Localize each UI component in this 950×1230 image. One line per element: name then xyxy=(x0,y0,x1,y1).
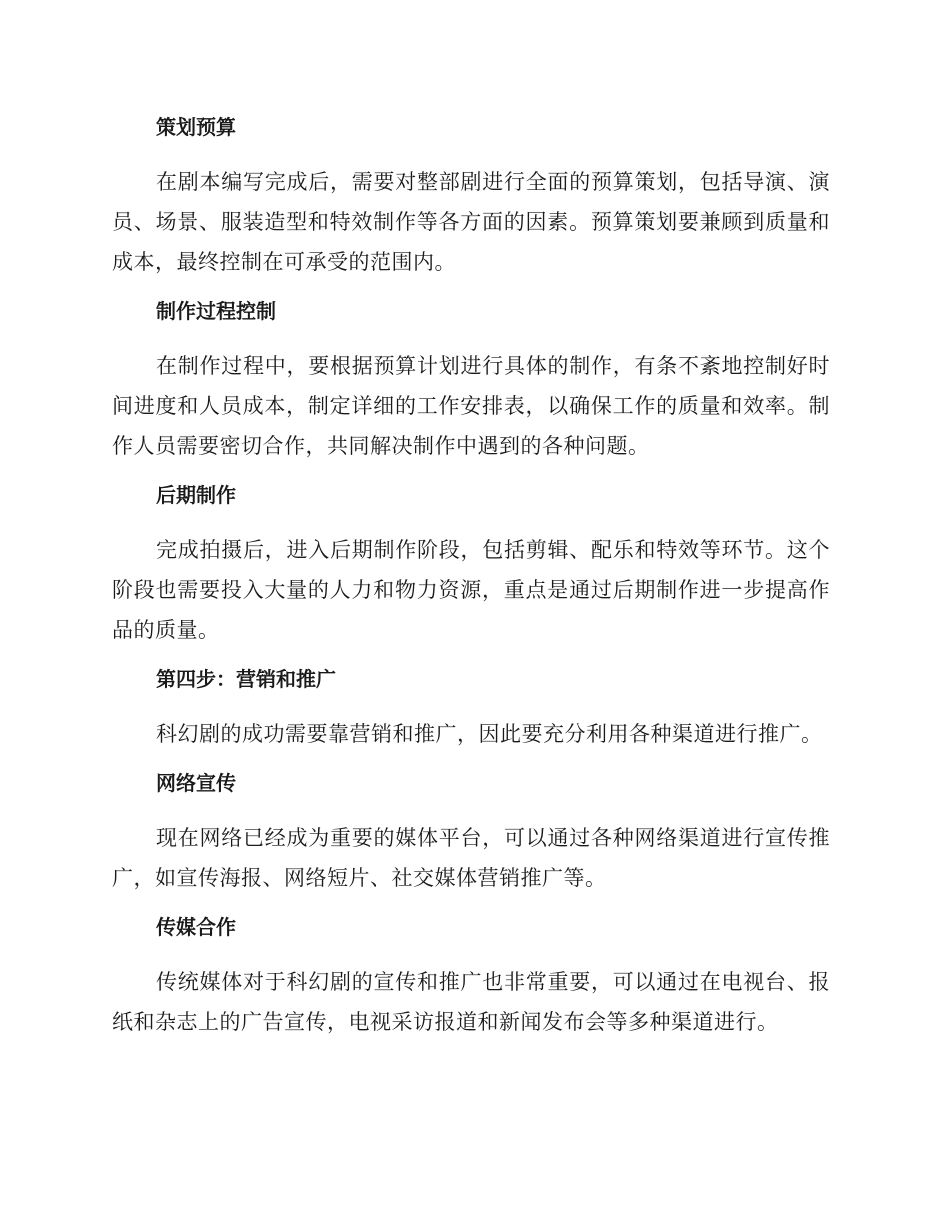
section-paragraph-marketing: 科幻剧的成功需要靠营销和推广，因此要充分利用各种渠道进行推广。 xyxy=(156,722,823,746)
section-heading-production-control: 制作过程控制 xyxy=(156,299,276,323)
section-paragraph-online-promotion: 现在网络已经成为重要的媒体平台，可以通过各种网络渠道进行宣传推广，如宣传海报、网络短片、社交媒体营销推广等。 xyxy=(112,826,830,890)
section-paragraph-media-cooperation: 传统媒体对于科幻剧的宣传和推广也非常重要，可以通过在电视台、报纸和杂志上的广告宣传，电视采访报道和新闻发布会等多种渠道进行。 xyxy=(112,970,830,1034)
section-heading-media-cooperation: 传媒合作 xyxy=(156,915,236,939)
document-page xyxy=(112,108,830,1042)
section-heading-online-promotion: 网络宣传 xyxy=(156,771,236,795)
section-paragraph-post-production: 完成拍摄后，进入后期制作阶段，包括剪辑、配乐和特效等环节。这个阶段也需要投入大量的人力和物力资源，重点是通过后期制作进一步提高作品的质量。 xyxy=(112,538,830,642)
section-paragraph-budget-planning: 在剧本编写完成后，需要对整部剧进行全面的预算策划，包括导演、演员、场景、服装造型和特效制作等各方面的因素。预算策划要兼顾到质量和成本，最终控制在可承受的范围内。 xyxy=(112,170,830,274)
section-heading-post-production: 后期制作 xyxy=(156,483,236,507)
section-heading-marketing: 第四步：营销和推广 xyxy=(156,667,336,691)
section-paragraph-production-control: 在制作过程中，要根据预算计划进行具体的制作，有条不紊地控制好时间进度和人员成本，制定详细的工作安排表，以确保工作的质量和效率。制作人员需要密切合作，共同解决制作中遇到的各种问题。 xyxy=(112,354,830,458)
section-heading-budget-planning: 策划预算 xyxy=(156,115,236,139)
